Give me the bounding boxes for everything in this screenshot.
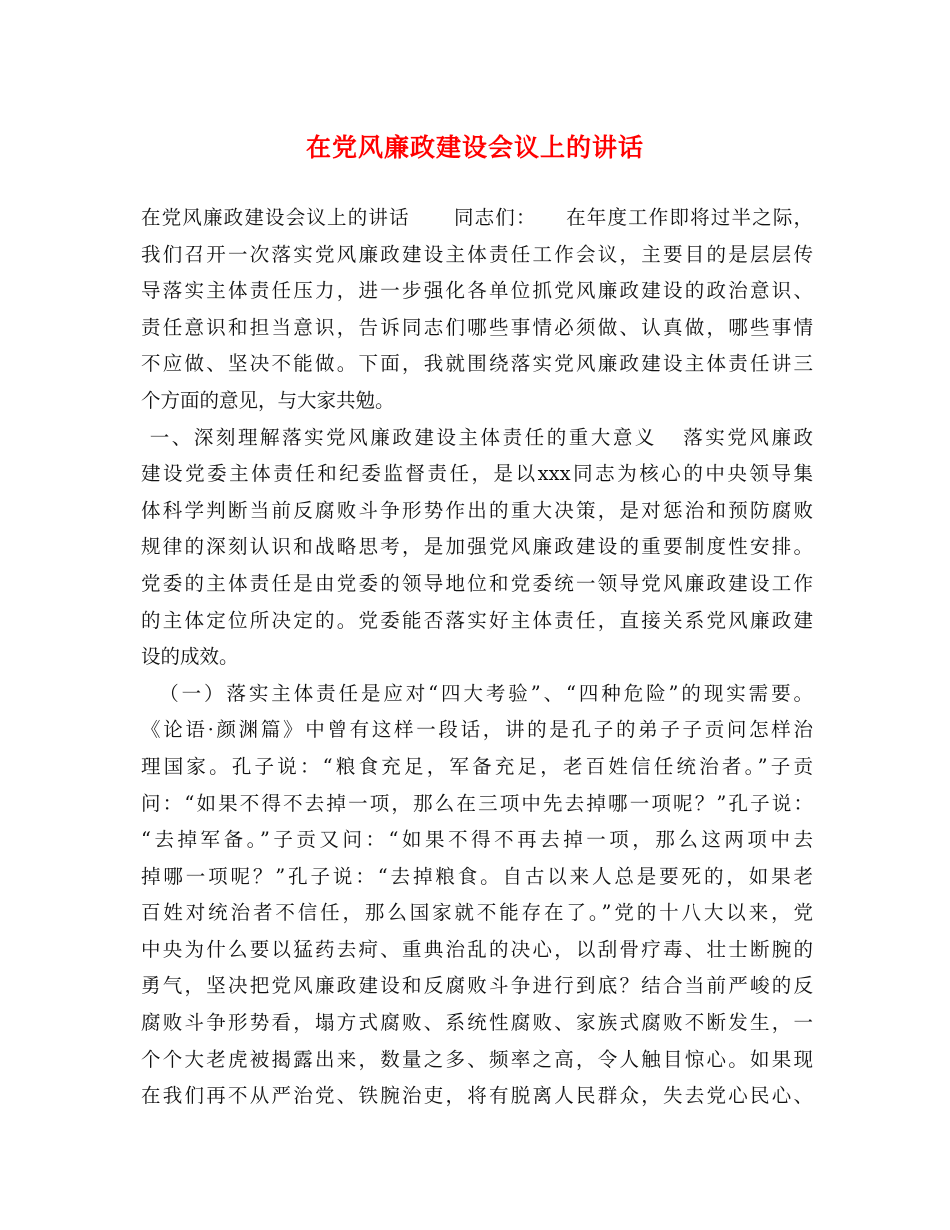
text-line: 导落实主体责任压力，进一步强化各单位抓党风廉政建设的政治意识、 bbox=[141, 279, 813, 303]
text-line: 在党风廉政建设会议上的讲话 同志们： 在年度工作即将过半之际， bbox=[141, 206, 813, 229]
document-title: 在党风廉政建设会议上的讲话 bbox=[305, 133, 644, 162]
text-line: 腐败斗争形势看，塌方式腐败、系统性腐败、家族式腐败不断发生，一 bbox=[141, 1011, 813, 1035]
text-line: 个方面的意见，与大家共勉。 bbox=[141, 388, 395, 412]
text-line: 百姓对统治者不信任，那么国家就不能存在了。”党的十八大以来，党 bbox=[141, 901, 813, 925]
text-line: 个个大老虎被揭露出来，数量之多、频率之高，令人触目惊心。如果现 bbox=[141, 1047, 813, 1071]
text-line: （一）落实主体责任是应对“四大考验”、“四种危险”的现实需要。 bbox=[141, 681, 813, 705]
text-line: 问：“如果不得不去掉一项，那么在三项中先去掉哪一项呢？”孔子说： bbox=[141, 791, 813, 815]
text-line: 的主体定位所决定的。党委能否落实好主体责任，直接关系党风廉政建 bbox=[141, 608, 813, 632]
text-line: 《论语·颜渊篇》中曾有这样一段话，讲的是孔子的弟子子贡问怎样治 bbox=[141, 718, 813, 742]
text-line: 规律的深刻认识和战略思考，是加强党风廉政建设的重要制度性安排。 bbox=[141, 535, 813, 559]
text-line: 体科学判断当前反腐败斗争形势作出的重大决策，是对惩治和预防腐败 bbox=[141, 498, 813, 522]
text-line: 理国家。孔子说：“粮食充足，军备充足，老百姓信任统治者。”子贡 bbox=[141, 754, 813, 778]
text-line: 责任意识和担当意识，告诉同志们哪些事情必须做、认真做，哪些事情 bbox=[141, 315, 813, 339]
text-line: 党委的主体责任是由党委的领导地位和党委统一领导党风廉政建设工作 bbox=[141, 571, 813, 595]
text-line: 在我们再不从严治党、铁腕治吏，将有脱离人民群众，失去党心民心、 bbox=[141, 1084, 813, 1108]
text-line: 设的成效。 bbox=[141, 645, 239, 669]
text-line: 我们召开一次落实党风廉政建设主体责任工作会议，主要目的是层层传 bbox=[141, 242, 813, 266]
text-line: 掉哪一项呢？”孔子说：“去掉粮食。自古以来人总是要死的，如果老 bbox=[141, 864, 813, 888]
text-line: 一、深刻理解落实党风廉政建设主体责任的重大意义 落实党风廉政 bbox=[141, 425, 813, 449]
text-line: 建设党委主体责任和纪委监督责任，是以xxx同志为核心的中央领导集 bbox=[141, 462, 813, 486]
document-body bbox=[141, 200, 813, 1115]
text-line: 勇气，坚决把党风廉政建设和反腐败斗争进行到底？结合当前严峻的反 bbox=[141, 974, 813, 998]
text-line: 不应做、坚决不能做。下面，我就围绕落实党风廉政建设主体责任讲三 bbox=[141, 352, 813, 376]
text-line: 中央为什么要以猛药去疴、重典治乱的决心，以刮骨疗毒、壮士断腕的 bbox=[141, 937, 813, 961]
text-line: “去掉军备。”子贡又问：“如果不得不再去掉一项，那么这两项中去 bbox=[141, 828, 813, 852]
